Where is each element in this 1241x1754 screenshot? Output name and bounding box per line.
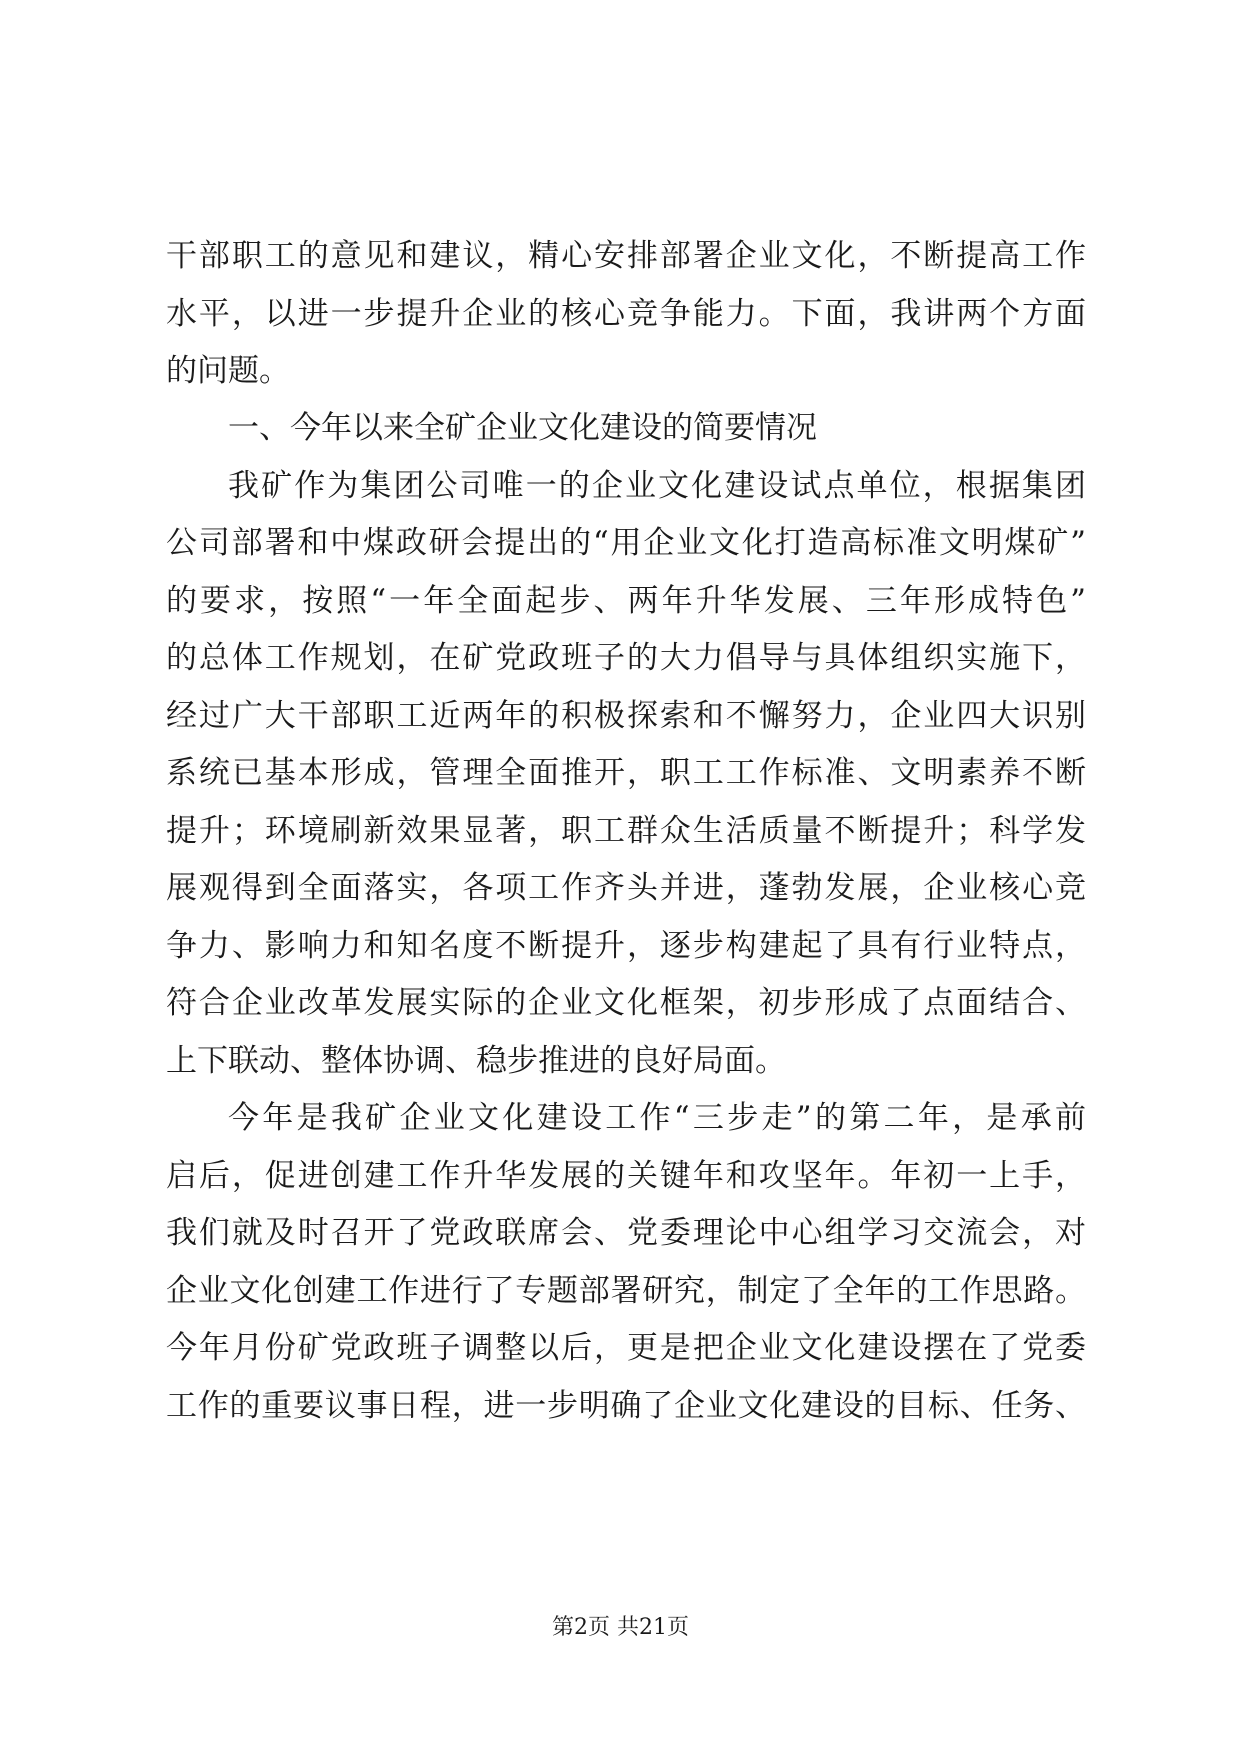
text-line: 经过广大干部职工近两年的积极探索和不懈努力，企业四大识别: [166, 698, 1086, 734]
text-line: 公司部署和中煤政研会提出的“用企业文化打造高标准文明煤矿”: [166, 525, 1086, 561]
section-heading: 一、今年以来全矿企业文化建设的简要情况: [228, 410, 817, 446]
text-line: 展观得到全面落实，各项工作齐头并进，蓬勃发展，企业核心竞: [166, 870, 1086, 906]
text-line: 系统已基本形成，管理全面推开，职工工作标准、文明素养不断: [166, 755, 1086, 791]
text-line: 上下联动、整体协调、稳步推进的良好局面。: [166, 1043, 786, 1079]
text-line: 争力、影响力和知名度不断提升，逐步构建起了具有行业特点，: [166, 928, 1086, 964]
text-line: 企业文化创建工作进行了专题部署研究，制定了全年的工作思路。: [166, 1273, 1086, 1309]
text-line: 符合企业改革发展实际的企业文化框架，初步形成了点面结合、: [166, 985, 1086, 1021]
text-line: 我们就及时召开了党政联席会、党委理论中心组学习交流会，对: [166, 1215, 1086, 1251]
text-line: 启后，促进创建工作升华发展的关键年和攻坚年。年初一上手，: [166, 1158, 1086, 1194]
text-line: 干部职工的意见和建议，精心安排部署企业文化，不断提高工作: [166, 238, 1086, 274]
text-line: 我矿作为集团公司唯一的企业文化建设试点单位，根据集团: [228, 468, 1086, 504]
text-line: 今年月份矿党政班子调整以后，更是把企业文化建设摆在了党委: [166, 1330, 1086, 1366]
text-line: 提升；环境刷新效果显著，职工群众生活质量不断提升；科学发: [166, 813, 1086, 849]
text-line: 的总体工作规划，在矿党政班子的大力倡导与具体组织实施下，: [166, 640, 1086, 676]
text-line: 水平，以进一步提升企业的核心竞争能力。下面，我讲两个方面: [166, 296, 1086, 332]
text-line: 今年是我矿企业文化建设工作“三步走”的第二年，是承前: [228, 1100, 1086, 1136]
text-line: 的要求，按照“一年全面起步、两年升华发展、三年形成特色”: [166, 583, 1086, 619]
text-line: 的问题。: [166, 353, 290, 389]
text-line: 工作的重要议事日程，进一步明确了企业文化建设的目标、任务、: [166, 1388, 1086, 1424]
page-number-footer: 第2页 共21页: [552, 1615, 689, 1640]
